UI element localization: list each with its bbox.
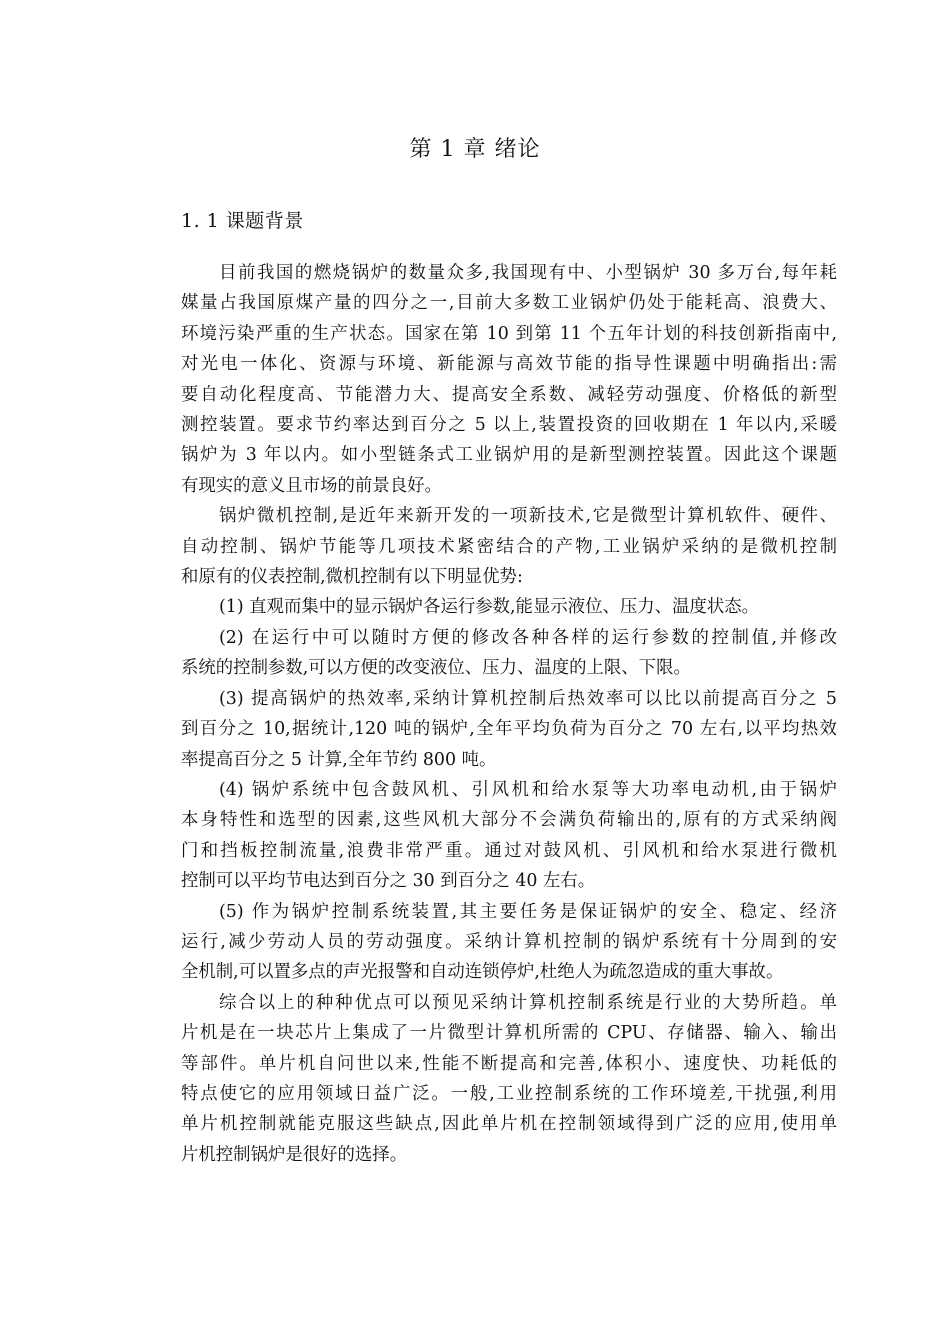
text-line: 综合以上的种种优点可以预见采纳计算机控制系统是行业的大势所趋。单 (219, 992, 837, 1013)
paragraph (181, 501, 837, 592)
text-line: (5) 作为锅炉控制系统装置,其主要任务是保证锅炉的安全、稳定、经济 (219, 901, 837, 922)
text-line: 控制可以平均节电达到百分之 30 到百分之 40 左右。 (181, 871, 596, 892)
text-line: 运行,减少劳动人员的劳动强度。采纳计算机控制的锅炉系统有十分周到的安 (181, 931, 837, 952)
text-line: 有现实的意义且市场的前景良好。 (181, 475, 442, 496)
paragraph (181, 775, 837, 897)
text-line: 特点使它的应用领域日益广泛。一般,工业控制系统的工作环境差,干扰强,利用 (181, 1083, 837, 1104)
paragraph (181, 258, 837, 501)
text-line: 本身特性和选型的因素,这些风机大部分不会满负荷输出的,原有的方式采纳阀 (181, 810, 837, 831)
text-line: (3) 提高锅炉的热效率,采纳计算机控制后热效率可以比以前提高百分之 5 (219, 688, 837, 709)
paragraph (181, 897, 837, 988)
text-line: 对光电一体化、资源与环境、新能源与高效节能的指导性课题中明确指出:需 (181, 354, 837, 375)
text-line: (2) 在运行中可以随时方便的修改各种各样的运行参数的控制值,并修改 (219, 627, 837, 648)
text-line: 锅炉为 3 年以内。如小型链条式工业锅炉用的是新型测控装置。因此这个课题 (181, 445, 837, 466)
text-line: 片机是在一块芯片上集成了一片微型计算机所需的 CPU、存储器、输入、输出 (181, 1023, 837, 1044)
paragraph (181, 592, 837, 622)
text-line: 率提高百分之 5 计算,全年节约 800 吨。 (181, 749, 497, 770)
text-line: (4) 锅炉系统中包含鼓风机、引风机和给水泵等大功率电动机,由于锅炉 (219, 779, 837, 800)
text-line: 目前我国的燃烧锅炉的数量众多,我国现有中、小型锅炉 30 多万台,每年耗 (219, 263, 837, 283)
text-line: 和原有的仪表控制,微机控制有以下明显优势: (181, 567, 523, 588)
text-line: 环境污染严重的生产状态。国家在第 10 到第 11 个五年计划的科技创新指南中, (181, 323, 837, 344)
text-line: 等部件。单片机自问世以来,性能不断提高和完善,体积小、速度快、功耗低的 (181, 1053, 837, 1074)
paragraph (181, 623, 837, 684)
text-line: 片机控制锅炉是很好的选择。 (181, 1144, 408, 1165)
text-line: 全机制,可以置多点的声光报警和自动连锁停炉,杜绝人为疏忽造成的重大事故。 (181, 962, 784, 983)
text-line: 门和挡板控制流量,浪费非常严重。通过对鼓风机、引风机和给水泵进行微机 (181, 840, 837, 861)
text-line: (1) 直观而集中的显示锅炉各运行参数,能显示液位、压力、温度状态。 (219, 597, 760, 618)
text-line: 要自动化程度高、节能潜力大、提高安全系数、减轻劳动强度、价格低的新型 (181, 384, 837, 405)
text-line: 到百分之 10,据统计,120 吨的锅炉,全年平均负荷为百分之 70 左右,以平均热效 (181, 719, 837, 740)
section-heading: 1. 1 课题背景 (181, 210, 304, 232)
text-line: 自动控制、锅炉节能等几项技术紧密结合的产物,工业锅炉采纳的是微机控制 (181, 536, 837, 557)
text-line: 系统的控制参数,可以方便的改变液位、压力、温度的上限、下限。 (181, 658, 691, 679)
body-text (181, 258, 837, 1170)
chapter-title: 第 1 章 绪论 (409, 137, 541, 162)
text-line: 锅炉微机控制,是近年来新开发的一项新技术,它是微型计算机软件、硬件、 (219, 506, 837, 527)
text-line: 单片机控制就能克服这些缺点,因此单片机在控制领域得到广泛的应用,使用单 (181, 1114, 837, 1135)
paragraph (181, 988, 837, 1170)
text-line: 媒量占我国原煤产量的四分之一,目前大多数工业锅炉仍处于能耗高、浪费大、 (181, 293, 837, 314)
text-line: 测控装置。要求节约率达到百分之 5 以上,装置投资的回收期在 1 年以内,采暖 (181, 415, 837, 436)
paragraph (181, 684, 837, 775)
